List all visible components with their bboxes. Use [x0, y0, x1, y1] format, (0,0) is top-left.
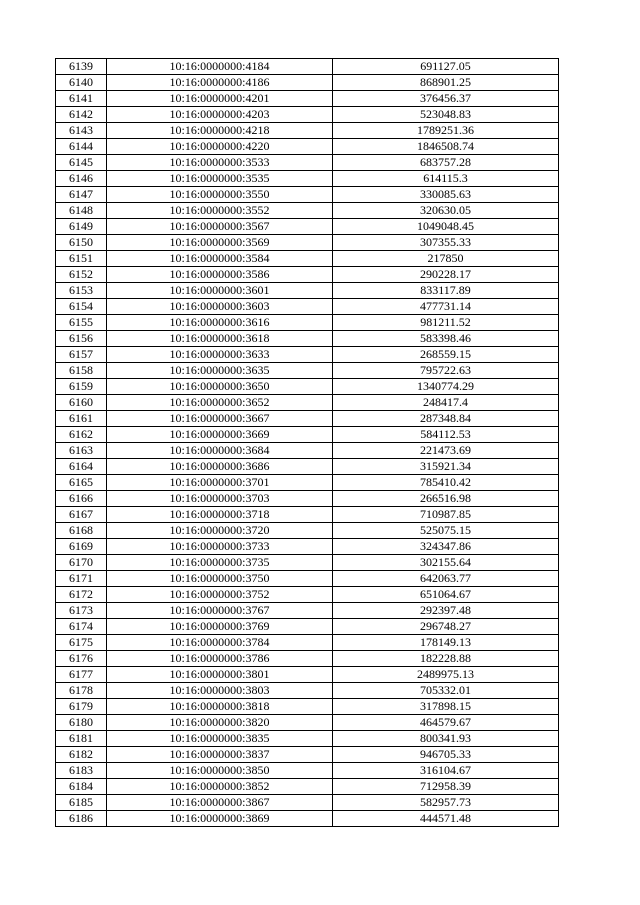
value-cell: 1049048.45	[333, 219, 559, 235]
cadastral-number-cell: 10:16:0000000:3786	[107, 651, 333, 667]
table-row	[56, 475, 559, 491]
table-body	[56, 59, 559, 827]
row-number-cell: 6156	[56, 331, 107, 347]
value-cell: 287348.84	[333, 411, 559, 427]
table-row	[56, 203, 559, 219]
value-cell: 221473.69	[333, 443, 559, 459]
cadastral-number-cell: 10:16:0000000:4184	[107, 59, 333, 75]
value-cell: 464579.67	[333, 715, 559, 731]
value-cell: 316104.67	[333, 763, 559, 779]
cadastral-number-cell: 10:16:0000000:3535	[107, 171, 333, 187]
value-cell: 525075.15	[333, 523, 559, 539]
row-number-cell: 6178	[56, 683, 107, 699]
row-number-cell: 6169	[56, 539, 107, 555]
cadastral-number-cell: 10:16:0000000:4220	[107, 139, 333, 155]
table-row	[56, 299, 559, 315]
table-row	[56, 459, 559, 475]
value-cell: 705332.01	[333, 683, 559, 699]
value-cell: 614115.3	[333, 171, 559, 187]
cadastral-number-cell: 10:16:0000000:3567	[107, 219, 333, 235]
row-number-cell: 6162	[56, 427, 107, 443]
row-number-cell: 6157	[56, 347, 107, 363]
row-number-cell: 6152	[56, 267, 107, 283]
cadastral-number-cell: 10:16:0000000:3603	[107, 299, 333, 315]
table-row	[56, 251, 559, 267]
row-number-cell: 6145	[56, 155, 107, 171]
table-row	[56, 411, 559, 427]
value-cell: 712958.39	[333, 779, 559, 795]
value-cell: 266516.98	[333, 491, 559, 507]
value-cell: 315921.34	[333, 459, 559, 475]
value-cell: 268559.15	[333, 347, 559, 363]
value-cell: 302155.64	[333, 555, 559, 571]
value-cell: 691127.05	[333, 59, 559, 75]
value-cell: 946705.33	[333, 747, 559, 763]
table-row	[56, 603, 559, 619]
value-cell: 1846508.74	[333, 139, 559, 155]
row-number-cell: 6180	[56, 715, 107, 731]
row-number-cell: 6182	[56, 747, 107, 763]
value-cell: 710987.85	[333, 507, 559, 523]
row-number-cell: 6144	[56, 139, 107, 155]
value-cell: 376456.37	[333, 91, 559, 107]
cadastral-number-cell: 10:16:0000000:3767	[107, 603, 333, 619]
row-number-cell: 6174	[56, 619, 107, 635]
cadastral-number-cell: 10:16:0000000:3752	[107, 587, 333, 603]
value-cell: 800341.93	[333, 731, 559, 747]
value-cell: 651064.67	[333, 587, 559, 603]
cadastral-number-cell: 10:16:0000000:3820	[107, 715, 333, 731]
cadastral-number-cell: 10:16:0000000:3618	[107, 331, 333, 347]
table-row	[56, 779, 559, 795]
row-number-cell: 6164	[56, 459, 107, 475]
value-cell: 290228.17	[333, 267, 559, 283]
row-number-cell: 6177	[56, 667, 107, 683]
cadastral-number-cell: 10:16:0000000:3684	[107, 443, 333, 459]
table-row	[56, 571, 559, 587]
row-number-cell: 6141	[56, 91, 107, 107]
cadastral-number-cell: 10:16:0000000:3718	[107, 507, 333, 523]
table-row	[56, 187, 559, 203]
cadastral-number-cell: 10:16:0000000:3869	[107, 811, 333, 827]
cadastral-number-cell: 10:16:0000000:3701	[107, 475, 333, 491]
value-cell: 583398.46	[333, 331, 559, 347]
row-number-cell: 6170	[56, 555, 107, 571]
row-number-cell: 6160	[56, 395, 107, 411]
table-row	[56, 219, 559, 235]
row-number-cell: 6161	[56, 411, 107, 427]
table-row	[56, 715, 559, 731]
value-cell: 248417.4	[333, 395, 559, 411]
cadastral-number-cell: 10:16:0000000:3652	[107, 395, 333, 411]
table-row	[56, 555, 559, 571]
row-number-cell: 6184	[56, 779, 107, 795]
cadastral-number-cell: 10:16:0000000:3569	[107, 235, 333, 251]
row-number-cell: 6159	[56, 379, 107, 395]
row-number-cell: 6166	[56, 491, 107, 507]
cadastral-number-cell: 10:16:0000000:4201	[107, 91, 333, 107]
value-cell: 2489975.13	[333, 667, 559, 683]
cadastral-number-cell: 10:16:0000000:3552	[107, 203, 333, 219]
table-row	[56, 747, 559, 763]
table-row	[56, 75, 559, 91]
table-row	[56, 523, 559, 539]
cadastral-number-cell: 10:16:0000000:3601	[107, 283, 333, 299]
row-number-cell: 6172	[56, 587, 107, 603]
value-cell: 582957.73	[333, 795, 559, 811]
cadastral-number-cell: 10:16:0000000:3784	[107, 635, 333, 651]
value-cell: 444571.48	[333, 811, 559, 827]
row-number-cell: 6148	[56, 203, 107, 219]
table-row	[56, 283, 559, 299]
value-cell: 868901.25	[333, 75, 559, 91]
row-number-cell: 6176	[56, 651, 107, 667]
cadastral-number-cell: 10:16:0000000:4186	[107, 75, 333, 91]
cadastral-number-cell: 10:16:0000000:3686	[107, 459, 333, 475]
row-number-cell: 6139	[56, 59, 107, 75]
value-cell: 1340774.29	[333, 379, 559, 395]
cadastral-number-cell: 10:16:0000000:3750	[107, 571, 333, 587]
cadastral-number-cell: 10:16:0000000:3584	[107, 251, 333, 267]
table-row	[56, 123, 559, 139]
cadastral-number-cell: 10:16:0000000:3667	[107, 411, 333, 427]
row-number-cell: 6155	[56, 315, 107, 331]
row-number-cell: 6151	[56, 251, 107, 267]
row-number-cell: 6146	[56, 171, 107, 187]
table-row	[56, 651, 559, 667]
table-row	[56, 491, 559, 507]
cadastral-number-cell: 10:16:0000000:3769	[107, 619, 333, 635]
value-cell: 683757.28	[333, 155, 559, 171]
value-cell: 584112.53	[333, 427, 559, 443]
row-number-cell: 6181	[56, 731, 107, 747]
cadastral-number-cell: 10:16:0000000:3867	[107, 795, 333, 811]
value-cell: 477731.14	[333, 299, 559, 315]
table-row	[56, 155, 559, 171]
table-row	[56, 139, 559, 155]
value-cell: 523048.83	[333, 107, 559, 123]
value-cell: 833117.89	[333, 283, 559, 299]
row-number-cell: 6183	[56, 763, 107, 779]
value-cell: 981211.52	[333, 315, 559, 331]
cadastral-number-cell: 10:16:0000000:3837	[107, 747, 333, 763]
cadastral-number-cell: 10:16:0000000:3669	[107, 427, 333, 443]
cadastral-number-cell: 10:16:0000000:3803	[107, 683, 333, 699]
table-row	[56, 795, 559, 811]
table-row	[56, 667, 559, 683]
row-number-cell: 6186	[56, 811, 107, 827]
cadastral-number-cell: 10:16:0000000:3616	[107, 315, 333, 331]
row-number-cell: 6171	[56, 571, 107, 587]
table-row	[56, 539, 559, 555]
value-cell: 307355.33	[333, 235, 559, 251]
cadastral-number-cell: 10:16:0000000:3818	[107, 699, 333, 715]
table-row	[56, 379, 559, 395]
table-row	[56, 699, 559, 715]
row-number-cell: 6149	[56, 219, 107, 235]
value-cell: 785410.42	[333, 475, 559, 491]
data-table	[55, 58, 559, 827]
value-cell: 217850	[333, 251, 559, 267]
cadastral-number-cell: 10:16:0000000:3550	[107, 187, 333, 203]
row-number-cell: 6168	[56, 523, 107, 539]
row-number-cell: 6142	[56, 107, 107, 123]
cadastral-number-cell: 10:16:0000000:3533	[107, 155, 333, 171]
table-row	[56, 91, 559, 107]
table-row	[56, 347, 559, 363]
value-cell: 182228.88	[333, 651, 559, 667]
cadastral-number-cell: 10:16:0000000:4218	[107, 123, 333, 139]
cadastral-number-cell: 10:16:0000000:3835	[107, 731, 333, 747]
table-row	[56, 507, 559, 523]
cadastral-number-cell: 10:16:0000000:3733	[107, 539, 333, 555]
row-number-cell: 6140	[56, 75, 107, 91]
table-row	[56, 395, 559, 411]
row-number-cell: 6165	[56, 475, 107, 491]
row-number-cell: 6158	[56, 363, 107, 379]
row-number-cell: 6153	[56, 283, 107, 299]
cadastral-number-cell: 10:16:0000000:3635	[107, 363, 333, 379]
row-number-cell: 6173	[56, 603, 107, 619]
table-row	[56, 811, 559, 827]
row-number-cell: 6179	[56, 699, 107, 715]
cadastral-number-cell: 10:16:0000000:3850	[107, 763, 333, 779]
table-row	[56, 587, 559, 603]
cadastral-number-cell: 10:16:0000000:3735	[107, 555, 333, 571]
value-cell: 178149.13	[333, 635, 559, 651]
table-row	[56, 763, 559, 779]
row-number-cell: 6167	[56, 507, 107, 523]
cadastral-number-cell: 10:16:0000000:3852	[107, 779, 333, 795]
table-row	[56, 731, 559, 747]
value-cell: 324347.86	[333, 539, 559, 555]
value-cell: 1789251.36	[333, 123, 559, 139]
cadastral-number-cell: 10:16:0000000:3633	[107, 347, 333, 363]
cadastral-number-cell: 10:16:0000000:4203	[107, 107, 333, 123]
value-cell: 320630.05	[333, 203, 559, 219]
value-cell: 317898.15	[333, 699, 559, 715]
value-cell: 330085.63	[333, 187, 559, 203]
row-number-cell: 6147	[56, 187, 107, 203]
cadastral-number-cell: 10:16:0000000:3703	[107, 491, 333, 507]
row-number-cell: 6185	[56, 795, 107, 811]
cadastral-number-cell: 10:16:0000000:3650	[107, 379, 333, 395]
value-cell: 795722.63	[333, 363, 559, 379]
row-number-cell: 6175	[56, 635, 107, 651]
table-row	[56, 619, 559, 635]
table-row	[56, 331, 559, 347]
table-row	[56, 59, 559, 75]
table-row	[56, 427, 559, 443]
table-row	[56, 171, 559, 187]
row-number-cell: 6163	[56, 443, 107, 459]
table-row	[56, 267, 559, 283]
table-row	[56, 315, 559, 331]
value-cell: 642063.77	[333, 571, 559, 587]
cadastral-number-cell: 10:16:0000000:3720	[107, 523, 333, 539]
cadastral-number-cell: 10:16:0000000:3801	[107, 667, 333, 683]
table-row	[56, 683, 559, 699]
table-row	[56, 107, 559, 123]
value-cell: 292397.48	[333, 603, 559, 619]
value-cell: 296748.27	[333, 619, 559, 635]
cadastral-number-cell: 10:16:0000000:3586	[107, 267, 333, 283]
table-row	[56, 363, 559, 379]
row-number-cell: 6150	[56, 235, 107, 251]
table-row	[56, 443, 559, 459]
row-number-cell: 6143	[56, 123, 107, 139]
row-number-cell: 6154	[56, 299, 107, 315]
table-row	[56, 635, 559, 651]
table-row	[56, 235, 559, 251]
